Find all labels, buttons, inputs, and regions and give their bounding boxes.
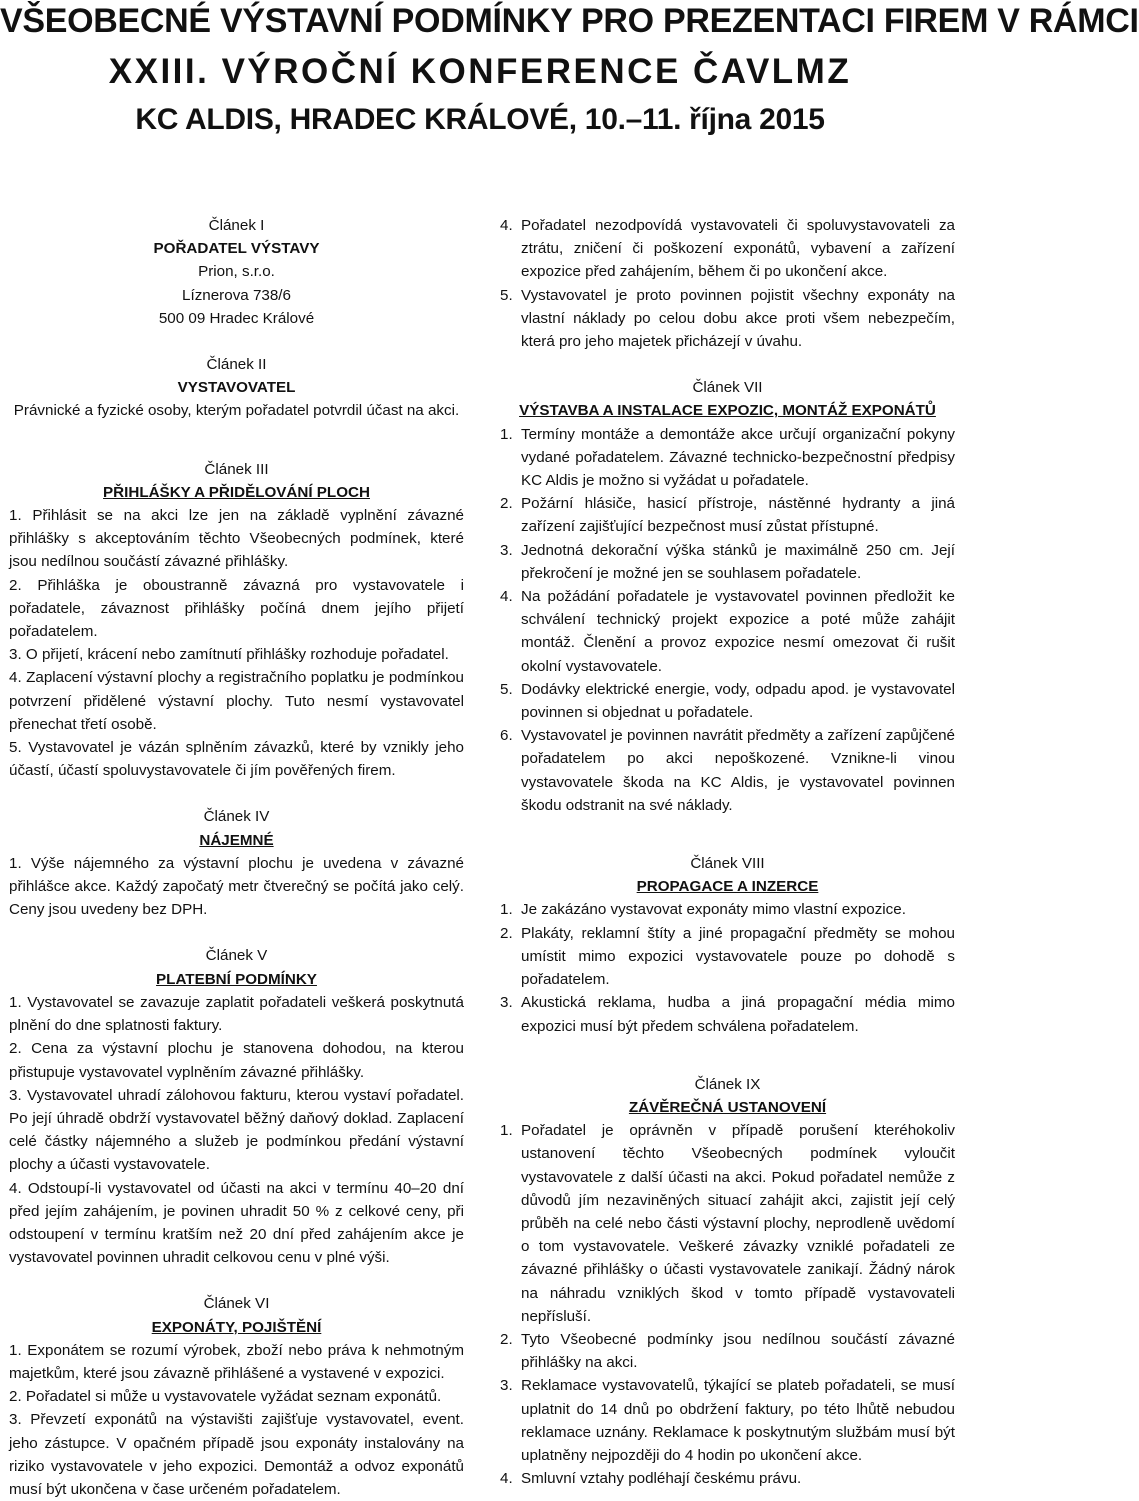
- list-item: [9, 852, 464, 922]
- list-item: [500, 492, 955, 538]
- list-item: [9, 736, 464, 782]
- item-text: Pořadatel je oprávněn v případě porušení kteréhokoliv ustanovení těchto Všeobecných podmínek vyloučit vystavovatele z další účasti na akci. Pokud pořadatel nemůže z důvodů jím nezaviněných situací zahájit akci, zajistit její celý průběh na celé nebo části výstavní plochy, neprodleně uvědomí o tom vystavovatele. Veškeré závazky vzniklé pořadateli ze závazné přihlášky o účasti vystavovatele zanikají. Žádný nárok na náhradu vzniklých škod v tomto případě vystavovateli nepřísluší.: [521, 1122, 955, 1325]
- article-4: [9, 805, 464, 921]
- list-item: [9, 1037, 464, 1083]
- list-item: [500, 898, 955, 921]
- article-title: Článek IX: [694, 1075, 761, 1093]
- item-number: 4.: [500, 217, 513, 234]
- article-title: Článek I: [208, 217, 265, 234]
- item-text: Přihláška je oboustranně závazná pro vystavovatele i pořadatele, závaznost přihlášky počíná dnem jejího přijetí pořadatelem.: [9, 576, 464, 641]
- item-number: 3.: [500, 994, 513, 1012]
- item-number: 2.: [9, 1388, 22, 1406]
- list-item: [500, 1119, 955, 1328]
- item-text: Vystavovatel je proto povinnen pojistit všechny exponáty na vlastní náklady po celou dobu akce proti všem nebezpečím, která pro jeho majetek přicházejí v úvahu.: [521, 286, 955, 351]
- organizer-line: Prion, s.r.o.: [198, 263, 275, 281]
- item-number: 4.: [500, 588, 513, 606]
- item-number: 2.: [9, 576, 22, 594]
- item-number: 3.: [500, 1377, 513, 1395]
- article-1: [9, 214, 464, 330]
- item-number: 2.: [500, 1330, 513, 1348]
- item-text: Tyto Všeobecné podmínky jsou nedílnou součástí závazné přihlášky na akci.: [521, 1330, 955, 1372]
- item-number: 1.: [9, 854, 22, 872]
- list-item: [9, 1385, 464, 1408]
- item-text: Odstoupí-li vystavovatel od účasti na akci v termínu 40–20 dní před jejím zahájením, je povinen uhradit 50 % z celkové ceny, při odstoupení v termínu kratším než 20 dní před zahájením akce je vystavovatel povinnen uhradit celkovou cenu v plné výši.: [9, 1179, 464, 1267]
- item-number: 2.: [9, 1040, 22, 1058]
- item-text: Vystavovatel uhradí zálohovou fakturu, kterou vystaví pořadatel. Po její úhradě obdrží vystavovatel běžný daňový doklad. Zaplacení celé částky nájemného a služeb je podmínkou předání výstavní plochy a účasti vystavovatele.: [9, 1086, 464, 1174]
- item-number: 1.: [500, 425, 513, 443]
- list-item: [500, 539, 955, 585]
- list-item: [500, 1374, 955, 1467]
- article-subtitle: PLATEBNÍ PODMÍNKY: [156, 970, 317, 988]
- item-number: 2.: [500, 495, 513, 513]
- list-item: [500, 922, 955, 992]
- list-item: [500, 585, 955, 678]
- item-text: Reklamace vystavovatelů, týkající se plateb pořadateli, se musí uplatnit do 14 dnů po obdržení faktury, po této lhůtě nebudou reklamace uznány. Reklamace k poskytnutým službám musí být uplatněny nejpozději do 4 hodin po ukončení akce.: [521, 1377, 955, 1464]
- list-item: [9, 1408, 464, 1501]
- list-item: [9, 666, 464, 736]
- item-text: Pořadatel nezodpovídá vystavovateli či spoluvystavovateli za ztrátu, zničení či poškození exponátů, vybavení a zařízení expozice před zahájením, během či po ukončení akce.: [521, 217, 955, 281]
- item-number: 6.: [500, 727, 513, 745]
- article-title: Článek VIII: [690, 855, 765, 873]
- document-title-line-1: VŠEOBECNÉ VÝSTAVNÍ PODMÍNKY PRO PREZENTACI FIREM V RÁMCI: [0, 2, 1139, 40]
- list-item: [9, 574, 464, 644]
- item-text: Požární hlásiče, hasicí přístroje, nástěnné hydranty a jiná zařízení zajišťující bezpečnost musí zůstat přístupné.: [521, 495, 955, 536]
- item-number: 1.: [9, 993, 22, 1011]
- list-item: [9, 1084, 464, 1177]
- article-9: [500, 1073, 955, 1491]
- item-text: Vystavovatel je povinnen navrátit předměty a zařízení zapůjčené pořadatelem po akci nepoškozené. Vznikne-li vinou vystavovatele škoda na KC Aldis, je vystavovatel povinnen škodu odstranit na své náklady.: [521, 727, 955, 814]
- item-number: 1.: [500, 901, 513, 919]
- article-title: Článek IV: [203, 808, 270, 826]
- item-text: Převzetí exponátů na výstavišti zajišťuje vystavovatel, event. jeho zástupce. V opačném případě jsou exponáty instalovány na riziko vystavovatele v jeho expozici. Demontáž a odvoz exponátů musí být ukončena v čase určeném pořadatelem.: [9, 1411, 464, 1498]
- list-item: [500, 991, 955, 1037]
- item-text: Dodávky elektrické energie, vody, odpadu apod. je vystavovatel povinnen si objednat u pořadatele.: [521, 680, 955, 722]
- item-text: Jednotná dekorační výška stánků je maximálně 250 cm. Její překročení je možné jen se souhlasem pořadatele.: [521, 541, 955, 582]
- item-number: 3.: [500, 541, 513, 559]
- item-text: O přijetí, krácení nebo zamítnutí přihlášky rozhoduje pořadatel.: [25, 646, 449, 664]
- item-number: 2.: [500, 924, 513, 942]
- item-text: Výše nájemného za výstavní plochu je uvedena v závazné přihlášce akce. Každý započatý metr čtverečný se počítá jako celý. Ceny jsou uvedeny bez DPH.: [9, 854, 464, 919]
- item-number: 5.: [500, 286, 513, 304]
- item-number: 4.: [9, 1179, 22, 1197]
- item-text: Vystavovatel se zavazuje zaplatit pořadateli veškerá poskytnutá plnění do dne splatnosti faktury.: [9, 993, 464, 1035]
- list-item: [500, 423, 955, 493]
- organizer-line: Líznerova 738/6: [182, 286, 291, 304]
- item-text: Zaplacení výstavní plochy a registračního poplatku je podmínkou potvrzení přidělené výstavní plochy. Tuto nesmí vystavovatel přenechat třetí osobě.: [9, 669, 464, 733]
- article-7: [500, 376, 955, 817]
- article-subtitle: NÁJEMNÉ: [199, 831, 274, 849]
- article-2: [9, 353, 464, 423]
- article-subtitle: PROPAGACE A INZERCE: [636, 878, 819, 896]
- organizer-line: 500 09 Hradec Králové: [158, 309, 315, 327]
- list-item: [500, 1328, 955, 1374]
- item-number: 3.: [9, 646, 22, 664]
- document-title-line-2: XXIII. VÝROČNÍ KONFERENCE ČAVLMZ: [108, 52, 852, 91]
- article-subtitle: VYSTAVOVATEL: [177, 379, 296, 397]
- list-item: [9, 991, 464, 1037]
- item-text: Na požádání pořadatele je vystavovatel povinnen předložit ke schválení technický projekt expozice a poté může zahájit montáž. Členění a provoz expozice nesmí omezovat či rušit okolní vystavovatele.: [521, 588, 955, 675]
- item-number: 5.: [9, 739, 22, 757]
- list-item: [500, 724, 955, 817]
- item-text: Akustická reklama, hudba a jiná propagační média mimo expozici musí být předem schválena pořadatelem.: [521, 994, 955, 1035]
- item-text: Vystavovatel je vázán splněním závazků, které by vznikly jeho účastí, účastí spoluvystavovatele či jím pověřených firem.: [9, 739, 464, 780]
- list-item: [500, 678, 955, 724]
- article-title: Článek II: [206, 356, 267, 374]
- article-text: Právnické a fyzické osoby, kterým pořadatel potvrdil účast na akci.: [13, 402, 460, 420]
- article-subtitle: VÝSTAVBA A INSTALACE EXPOZIC, MONTÁŽ EXPONÁTŮ: [519, 402, 936, 420]
- item-number: 1.: [500, 1122, 513, 1140]
- item-number: 4.: [9, 669, 22, 687]
- item-text: Plakáty, reklamní štíty a jiné propagační předměty se mohou umístit mimo expozici vystavovatele pouze po dohodě s pořadatelem.: [521, 924, 955, 989]
- item-text: Je zakázáno vystavovat exponáty mimo vlastní expozice.: [521, 901, 906, 919]
- list-item: [500, 214, 955, 284]
- article-3: [9, 458, 464, 783]
- item-number: 3.: [9, 1411, 22, 1429]
- article-6-continued: [500, 214, 955, 353]
- article-title: Článek III: [204, 460, 269, 478]
- article-subtitle: EXPONÁTY, POJIŠTĚNÍ: [151, 1318, 322, 1336]
- item-text: Přihlásit se na akci lze jen na základě vyplnění závazné přihlášky s akceptováním těchto Všeobecných podmínek, které jsou nedílnou součástí závazné přihlášky.: [9, 507, 464, 571]
- article-6: [9, 1292, 464, 1501]
- item-text: Termíny montáže a demontáže akce určují organizační pokyny vydané pořadatelem. Závazné technicko-bezpečnostní předpisy KC Aldis je možno si vyžádat u pořadatele.: [521, 425, 955, 490]
- item-number: 1.: [9, 1341, 22, 1359]
- list-item: [500, 1467, 955, 1490]
- list-item: [9, 504, 464, 574]
- item-number: 3.: [9, 1086, 22, 1104]
- list-item: [500, 284, 955, 354]
- article-subtitle: PŘIHLÁŠKY A PŘIDĚLOVÁNÍ PLOCH: [103, 483, 370, 501]
- item-number: 1.: [9, 507, 22, 525]
- left-column: [9, 214, 464, 1501]
- right-column: [500, 214, 955, 1490]
- list-item: [9, 1339, 464, 1385]
- document-title-line-3: KC ALDIS, HRADEC KRÁLOVÉ, 10.–11. října 2015: [135, 103, 825, 136]
- item-text: Smluvní vztahy podléhají českému právu.: [521, 1470, 802, 1488]
- article-subtitle: ZÁVĚREČNÁ USTANOVENÍ: [628, 1098, 827, 1116]
- article-5: [9, 944, 464, 1269]
- article-title: Článek V: [205, 947, 268, 965]
- article-8: [500, 852, 955, 1038]
- item-text: Exponátem se rozumí výrobek, zboží nebo práva k nehmotným majetkům, které jsou závazně přihlášené a vystavené v expozici.: [9, 1341, 464, 1382]
- list-item: [9, 1177, 464, 1270]
- article-title: Článek VI: [203, 1295, 270, 1313]
- item-text: Pořadatel si může u vystavovatele vyžádat seznam exponátů.: [25, 1388, 442, 1406]
- item-number: 5.: [500, 680, 513, 698]
- list-item: [9, 643, 464, 666]
- item-number: 4.: [500, 1470, 513, 1488]
- article-subtitle: POŘADATEL VÝSTAVY: [153, 240, 320, 258]
- item-text: Cena za výstavní plochu je stanovena dohodou, na kterou přistupuje vystavovatel vyplněním závazné přihlášky.: [9, 1040, 464, 1081]
- article-title: Článek VII: [692, 379, 763, 397]
